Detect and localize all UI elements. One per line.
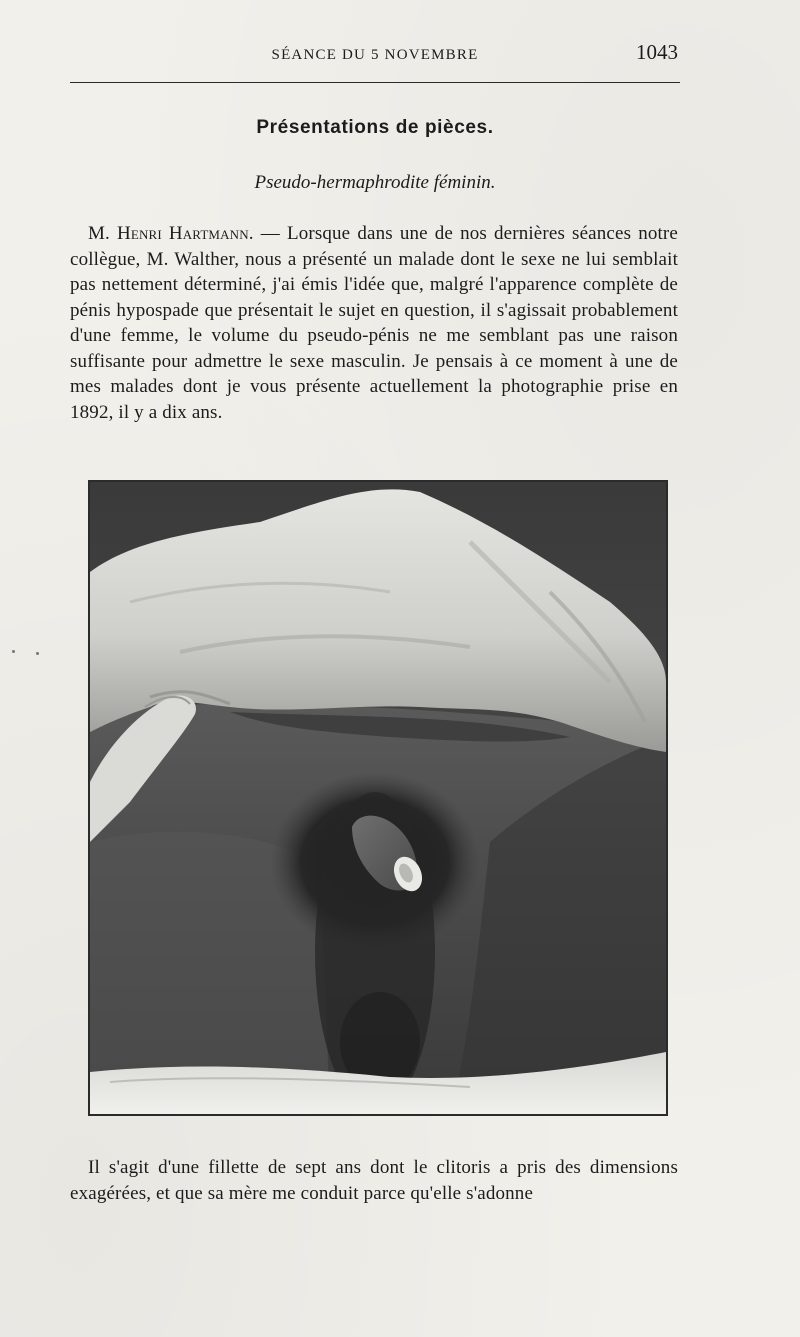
clinical-photograph	[88, 480, 668, 1116]
author-name: M. Henri Hartmann.	[88, 223, 254, 244]
paragraph-1	[70, 221, 678, 425]
paper-speck	[12, 650, 15, 653]
running-head-title: SÉANCE DU 5 NOVEMBRE	[271, 47, 479, 63]
page-number: 1043	[636, 40, 678, 64]
paragraph-1-text: — Lorsque dans une de nos dernières séances notre collègue, M. Walther, nous a présenté un malade dont le sexe ne lui semblait pas nettement déterminé, j'ai émis l'idée que, malgré l'apparence complète de pénis hypospade que présentait le sujet en question, il s'agissait probablement d'une femme, le volume du pseudo-pénis ne me semblant pas une raison suffisante pour admettre le sexe masculin. Je pensais à ce moment à une de mes malades dont je vous présente actuellement la photographie prise en 1892, il y a dix ans.	[70, 223, 678, 423]
header-rule	[70, 82, 680, 83]
paper-speck	[36, 652, 39, 655]
section-title: Présentations de pièces.	[256, 117, 494, 138]
article-subtitle: Pseudo-hermaphrodite féminin.	[254, 172, 496, 193]
paragraph-2: Il s'agit d'une fillette de sept ans dont le clitoris a pris des dimensions exagérées, et que sa mère me conduit parce qu'elle s'adonne	[70, 1157, 678, 1204]
running-head	[70, 38, 680, 78]
